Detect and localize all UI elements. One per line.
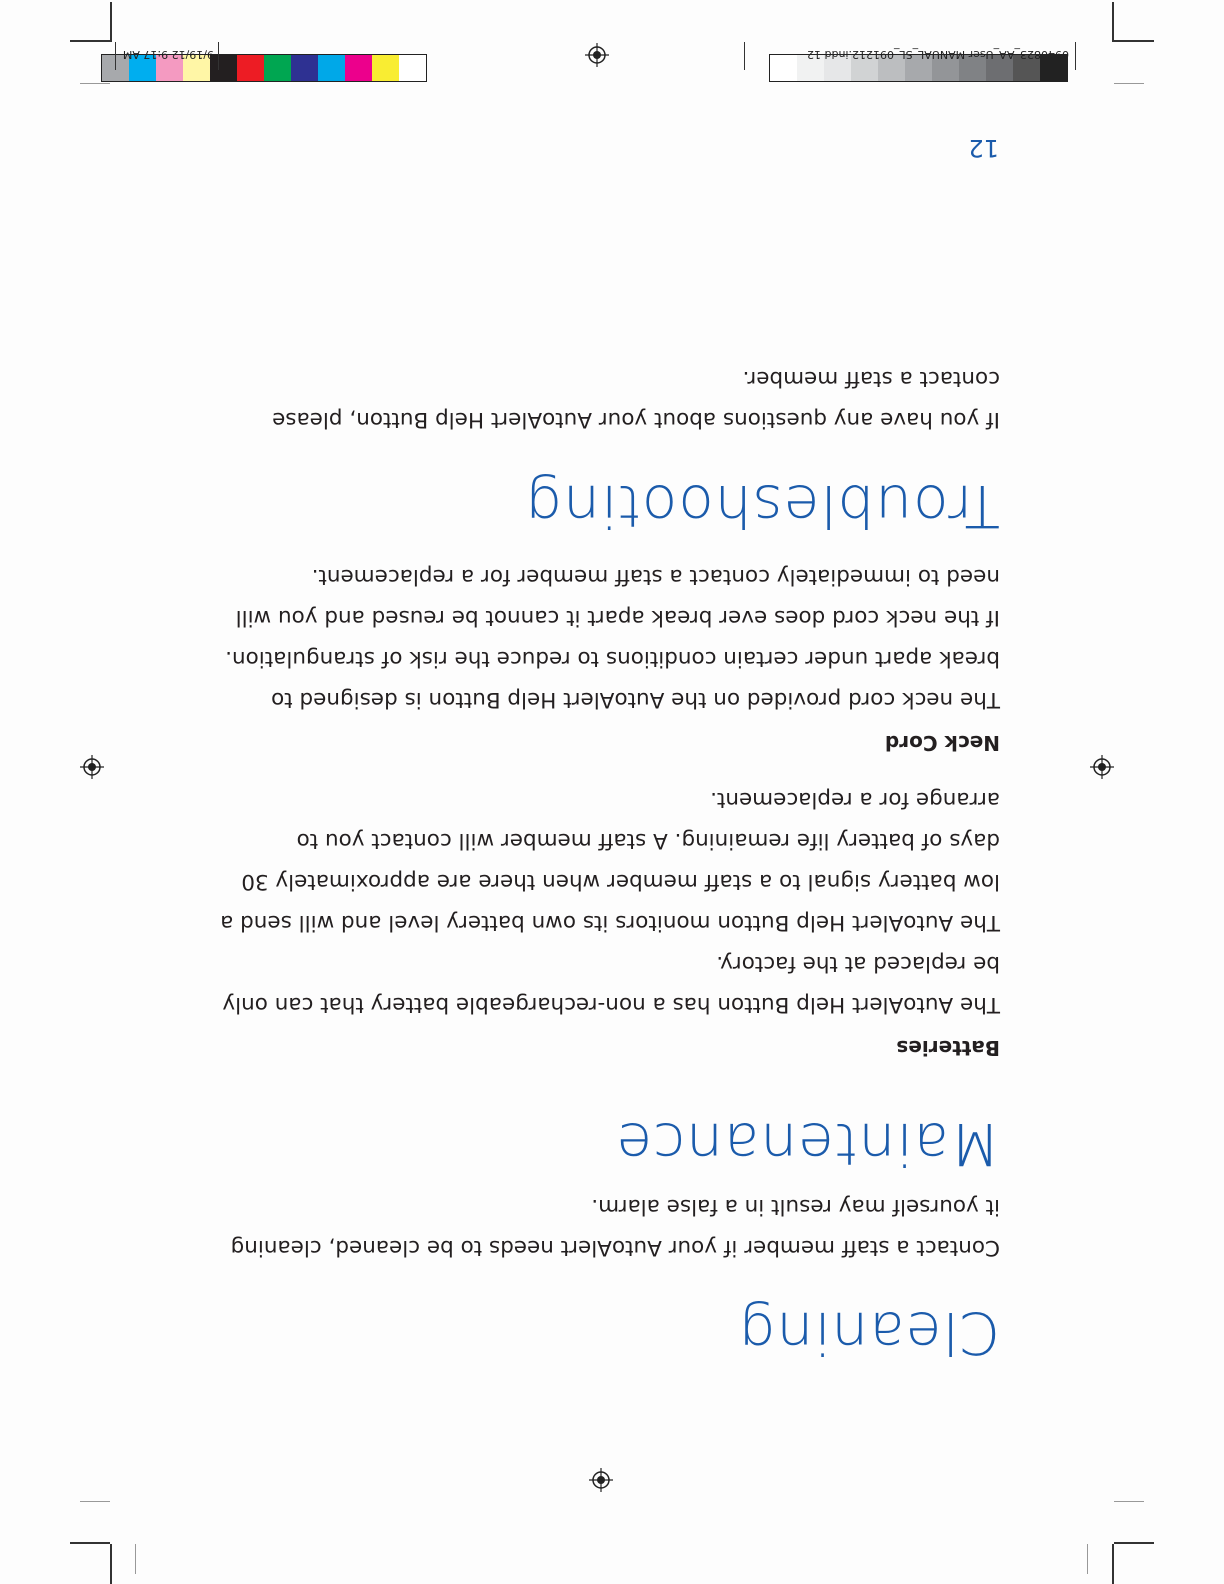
- color-swatch: [318, 55, 345, 81]
- registration-mark-icon: [1090, 755, 1114, 779]
- crop-mark: [1114, 41, 1154, 43]
- cleaning-paragraph: Contact a staff member if your AutoAlert needs to be cleaned, cleaning it yourself may result in a false alarm.: [230, 1194, 1000, 1260]
- color-swatch: [345, 55, 372, 81]
- crop-mark: [135, 1544, 136, 1574]
- crop-mark: [1113, 1544, 1115, 1584]
- registration-mark-icon: [80, 755, 104, 779]
- subheading-batteries: Batteries: [896, 1036, 1000, 1060]
- color-swatch: [237, 55, 264, 81]
- batteries-paragraph-2: The AutoAlert Help Button monitors its own battery level and will send a low battery signal to a staff member when there are approximately 30 days of battery life remaining. A staff member will contact you to arrange for a replacement.: [220, 787, 1000, 935]
- troubleshooting-paragraph: If you have any questions about your AutoAlert Help Button, please contact a staff member.: [272, 366, 1000, 432]
- section-heading-maintenance: Maintenance: [615, 1110, 1000, 1178]
- color-swatch: [372, 55, 399, 81]
- slug-datetime: 9/19/12 9:17 AM: [122, 48, 214, 61]
- color-swatch: [399, 55, 426, 81]
- section-heading-troubleshooting: Troubleshooting: [526, 472, 1000, 540]
- crop-mark: [111, 2, 113, 42]
- crop-mark: [1114, 1501, 1144, 1502]
- registration-mark-icon: [589, 1468, 613, 1492]
- page-number: 12: [968, 134, 999, 162]
- registration-mark-icon: [585, 43, 609, 67]
- crop-mark: [80, 1501, 110, 1502]
- crop-mark: [70, 1543, 110, 1545]
- crop-mark: [1114, 1543, 1154, 1545]
- crop-mark: [1087, 1544, 1088, 1574]
- subheading-neck-cord: Neck Cord: [884, 731, 1000, 755]
- crop-mark: [111, 1544, 113, 1584]
- slug-filename: 0940823_AA_User MANUAL_SL_091212.indd 12: [807, 48, 1069, 61]
- crop-mark: [70, 41, 110, 43]
- color-swatch: [264, 55, 291, 81]
- crop-mark: [1113, 2, 1115, 42]
- crop-mark: [1114, 83, 1144, 84]
- batteries-paragraph-1: The AutoAlert Help Button has a non-rechargeable battery that can only be replaced at the factory.: [222, 951, 1000, 1017]
- crop-mark: [80, 83, 110, 84]
- section-heading-cleaning: Cleaning: [739, 1299, 1000, 1367]
- neck-cord-paragraph: The neck cord provided on the AutoAlert Help Button is designed to break apart under certain conditions to reduce the risk of strangulation. If the neck cord does ever break apart it cannot be reused and you will need to immediately contact a staff member for a replacement.: [225, 564, 1000, 712]
- color-swatch: [291, 55, 318, 81]
